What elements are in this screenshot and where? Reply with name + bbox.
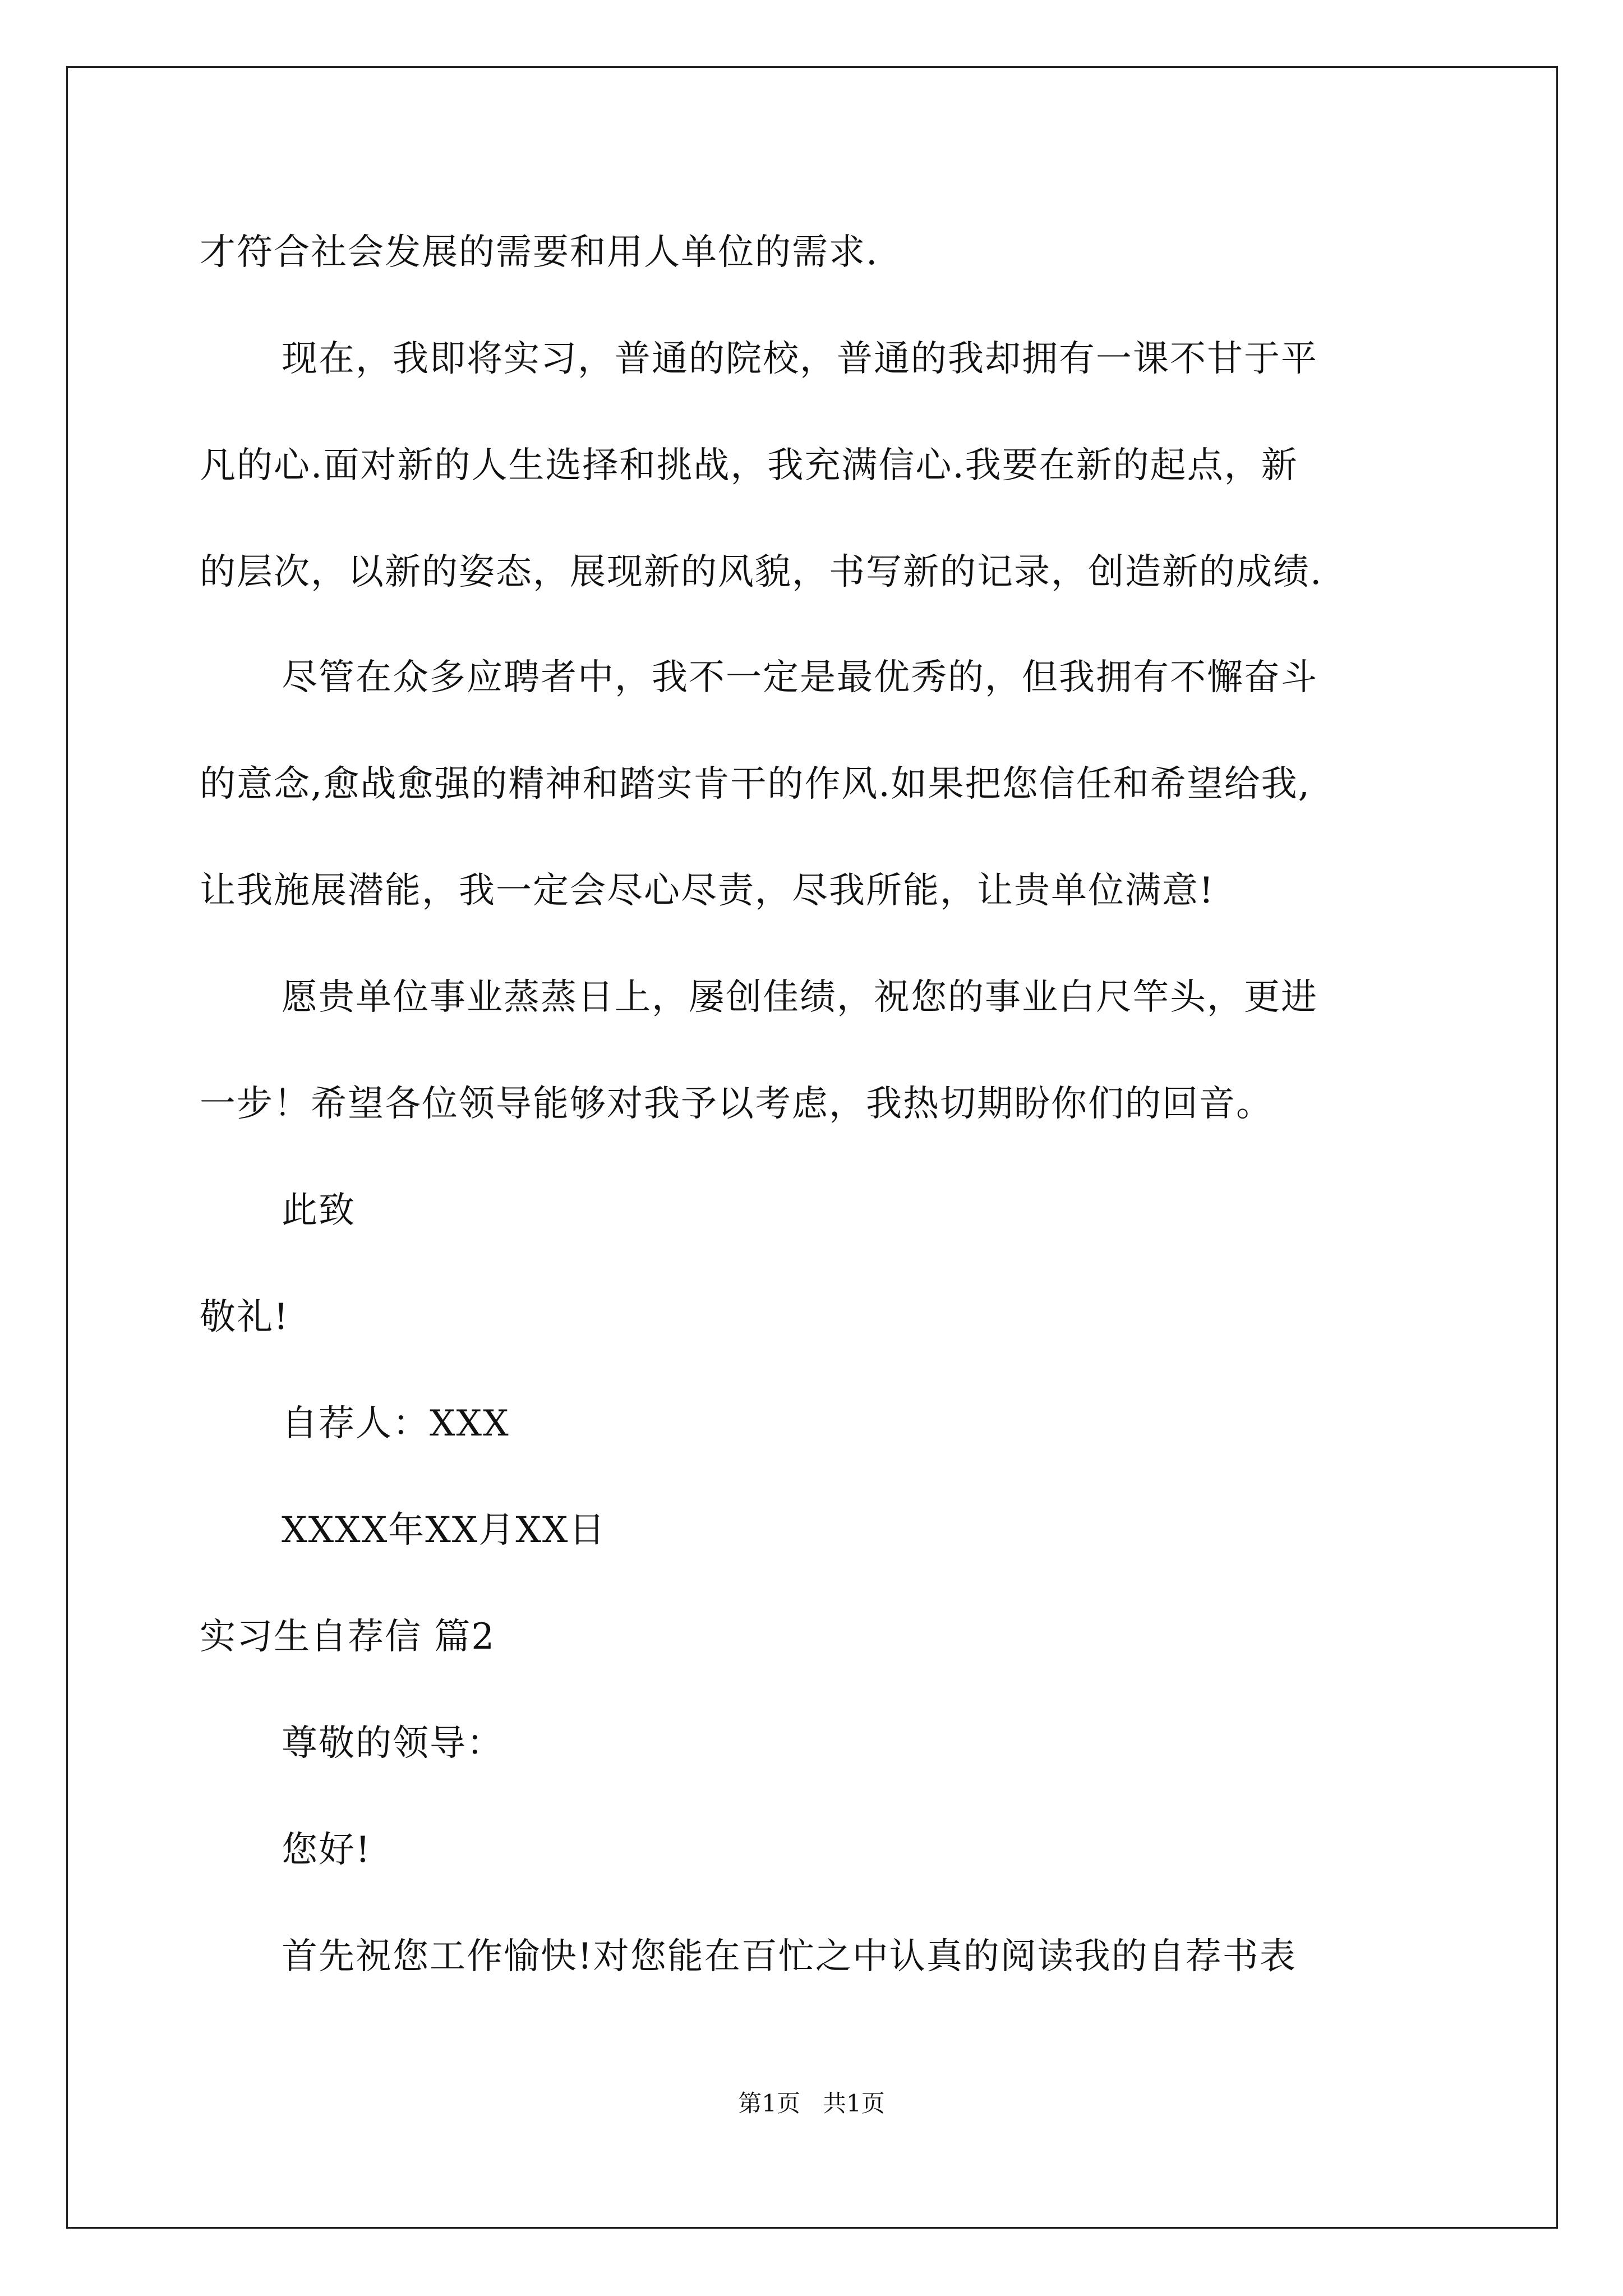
- paragraph-line: 一步！希望各位领导能够对我予以考虑，我热切期盼你们的回音。: [200, 1083, 1273, 1125]
- greeting-hello: 您好!: [282, 1829, 371, 1871]
- page-footer: 第1页 共1页: [738, 2090, 885, 2117]
- paragraph-line: 现在，我即将实习，普通的院校，普通的我却拥有一课不甘于平: [282, 338, 1318, 380]
- page-border: [66, 66, 1558, 2229]
- paragraph-line: 的意念,愈战愈强的精神和踏实肯干的作风.如果把您信任和希望给我,: [200, 763, 1311, 805]
- paragraph-line: 尽管在众多应聘者中，我不一定是最优秀的，但我拥有不懈奋斗: [282, 657, 1318, 698]
- signature-date: XXXX年XX月XX日: [282, 1510, 606, 1551]
- paragraph-line: 首先祝您工作愉快!对您能在百忙之中认真的阅读我的自荐书表: [282, 1936, 1297, 1977]
- paragraph-line: 才符合社会发展的需要和用人单位的需求.: [200, 232, 879, 273]
- paragraph-line: 让我施展潜能，我一定会尽心尽责，尽我所能，让贵单位满意!: [200, 870, 1215, 912]
- paragraph-line: 愿贵单位事业蒸蒸日上，屡创佳绩，祝您的事业白尺竿头，更进: [282, 977, 1318, 1018]
- greeting: 尊敬的领导：: [282, 1723, 504, 1764]
- section-heading: 实习生自荐信 篇2: [200, 1616, 496, 1658]
- paragraph-line: 的层次，以新的姿态，展现新的风貌，书写新的记录，创造新的成绩.: [200, 551, 1323, 593]
- closing-salutation: 此致: [282, 1190, 356, 1231]
- closing-regards: 敬礼!: [200, 1296, 289, 1338]
- paragraph-line: 凡的心.面对新的人生选择和挑战，我充满信心.我要在新的起点，新: [200, 445, 1298, 486]
- signature-name: 自荐人：XXX: [282, 1403, 510, 1444]
